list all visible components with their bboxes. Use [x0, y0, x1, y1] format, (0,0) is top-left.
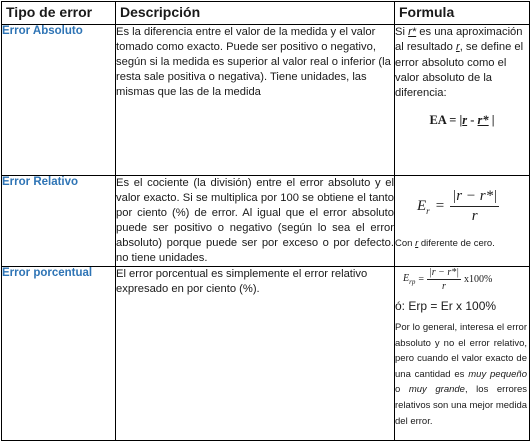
paragraph-part: o [395, 384, 409, 396]
header-descripcion: Descripción [116, 2, 395, 25]
formula-error-absoluto [395, 25, 530, 176]
equation-ea [395, 113, 529, 128]
equation-erp [395, 267, 529, 292]
formula-text [395, 25, 529, 101]
paragraph-italic: muy grande [408, 384, 465, 396]
fraction [450, 188, 499, 225]
note-var-r: r [415, 238, 419, 249]
paragraph-part: , los errores relativos son una mejor medida del error. [395, 384, 528, 427]
description-error-absoluto: Es la diferencia entre el valor de la medida y el valor tomado como exacto. Puede ser positivo o negativo, según si la medida es superior al valor real o inferior (la resta sale positiva o negativa). Tiene unidades, las mismas que las de la medida [116, 25, 395, 176]
header-row [2, 2, 530, 25]
paragraph-italic: muy pequeño [468, 368, 527, 380]
fraction-denominator: r [442, 281, 446, 292]
fraction-denominator: r [471, 208, 478, 224]
note-pre: Con [395, 238, 416, 249]
table-row [2, 25, 530, 176]
equation-er [395, 176, 529, 225]
description-error-porcentual: El error porcentual es simplemente el error relativo expresado en por ciento (%). [116, 267, 395, 441]
table-row [2, 176, 530, 267]
eq-r: r [462, 113, 468, 128]
formula-error-relativo [395, 176, 530, 267]
eq-factor: x100% [464, 274, 493, 285]
nonzero-note [395, 238, 529, 249]
eq-lhs: EA = | [429, 113, 463, 128]
eq-er-equals: = [435, 198, 445, 214]
table-row [2, 267, 530, 441]
paragraph-part: Por lo general, interesa el error absoluto y no el error relativo, pero cuando el valor exacto de una cantidad es [395, 322, 527, 380]
eq-r-star: r* [477, 113, 489, 128]
explanation-paragraph [395, 320, 529, 429]
header-formula: Formula [395, 2, 530, 25]
term-error-absoluto: Error Absoluto [2, 25, 116, 176]
formula-error-porcentual [395, 267, 530, 441]
fraction [427, 267, 461, 292]
header-tipo: Tipo de error [2, 2, 116, 25]
var-r: r [455, 41, 460, 54]
fraction-numerator: |r − r*| [428, 267, 460, 278]
formula-text-mid: es una aproximación al resultado [395, 26, 523, 54]
var-r-star: r* [408, 26, 417, 38]
eq-end: | [488, 113, 495, 128]
eq-erp-lhs: $E_{rp}$ [403, 273, 416, 286]
fraction-numerator: |r − r*| [450, 188, 499, 207]
formula-text-post: , se define el error absoluto como el valor absoluto de la diferencia: [395, 41, 524, 100]
formula-text-pre: Si [395, 26, 409, 38]
term-error-porcentual: Error porcentual [2, 267, 116, 441]
description-error-relativo: Es el cociente (la división) entre el error absoluto y el valor exacto. Si se multiplica por 100 se obtiene el tanto por ciento (%) de error. Al igual que el error absoluto puede ser positivo o negativo (según lo sea el error absoluto) porque puede ser por exceso o por defecto. no tiene unidades. [116, 176, 395, 267]
eq-erp-equals: = [418, 274, 424, 285]
term-error-relativo: Error Relativo [2, 176, 116, 267]
equation-erp-alt: ó: Erp = Er x 100% [395, 299, 497, 313]
eq-er-lhs: $E_r$ [417, 197, 430, 216]
eq-minus: - [467, 113, 478, 128]
note-post: diferente de cero. [418, 238, 495, 249]
error-types-table [1, 1, 530, 441]
